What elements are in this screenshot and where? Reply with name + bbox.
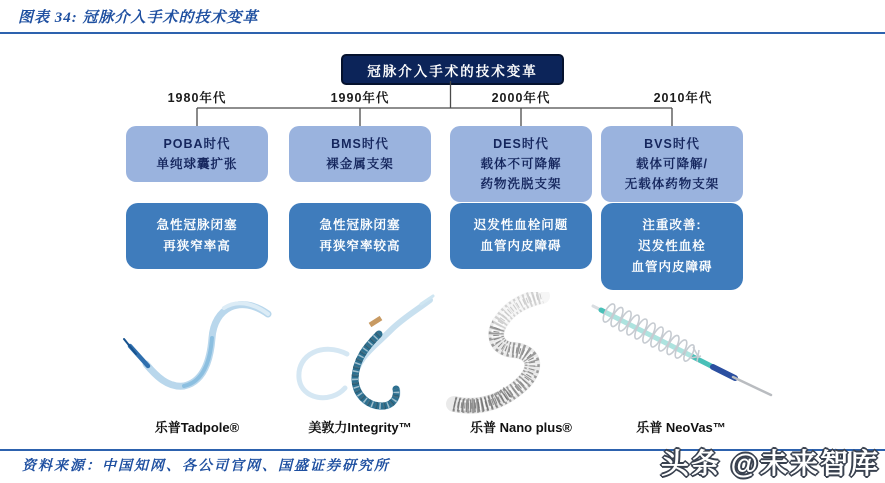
stage-line: 裸金属支架 [326, 157, 394, 171]
issue-line: 再狭窄率较高 [319, 239, 401, 253]
stage-line: 药物洗脱支架 [480, 177, 562, 191]
product-caption: 乐普 Nano plus® [469, 420, 573, 435]
diagram-root-label: 冠脉介入手术的技术变革 [367, 63, 538, 79]
stent-on-catheter-photo [275, 292, 445, 416]
bioresorbable-stent-device-photo [587, 292, 775, 416]
issue-line: 注重改善: [642, 218, 702, 232]
issue-line: 血管内皮障碍 [631, 260, 713, 274]
figure-title: 图表 34: 冠脉介入手术的技术变革 [18, 10, 259, 26]
column-poba [126, 126, 268, 466]
watermark-text: 头条 @未来智库 [660, 448, 880, 479]
issue-line: 血管内皮障碍 [480, 239, 562, 253]
column-bvs [601, 126, 743, 466]
stage-line: POBA时代 [163, 137, 231, 151]
stage-box-poba [126, 126, 268, 182]
product-caption: 乐普 NeoVas™ [636, 420, 726, 435]
era-label-2000s: 2000年代 [491, 91, 551, 105]
product-caption: 美敦力Integrity™ [308, 420, 412, 435]
issue-box-des [450, 203, 592, 269]
issue-line: 急性冠脉闭塞 [319, 218, 401, 232]
column-des [450, 126, 592, 466]
stage-line: 单纯球囊扩张 [156, 157, 238, 171]
stage-line: BMS时代 [331, 137, 389, 151]
stage-line: DES时代 [493, 137, 549, 151]
issue-line: 再狭窄率高 [163, 239, 231, 253]
diagram-root-box [341, 54, 564, 85]
era-label-1980s: 1980年代 [167, 91, 227, 105]
stage-line: 无载体药物支架 [624, 177, 720, 191]
issue-box-poba [126, 203, 268, 269]
source-note: 资料来源：中国知网、各公司官网、国盛证券研究所 [22, 459, 390, 474]
column-bms [289, 126, 431, 466]
issue-box-bms [289, 203, 431, 269]
stage-line: 载体可降解/ [636, 157, 708, 171]
issue-box-bvs [601, 203, 743, 290]
product-caption: 乐普Tadpole® [154, 420, 240, 435]
issue-line: 急性冠脉闭塞 [156, 218, 238, 232]
stage-box-bms [289, 126, 431, 182]
balloon-catheter-photo [112, 292, 282, 416]
era-label-2010s: 2010年代 [653, 91, 713, 105]
stage-box-bvs [601, 126, 743, 202]
top-divider [0, 32, 885, 34]
issue-line: 迟发性血栓 [638, 239, 706, 253]
stage-box-des [450, 126, 592, 202]
mesh-stent-photo [436, 292, 606, 416]
era-label-1990s: 1990年代 [330, 91, 390, 105]
stage-line: 载体不可降解 [480, 157, 562, 171]
issue-line: 迟发性血栓问题 [473, 218, 569, 232]
stage-line: BVS时代 [644, 137, 700, 151]
